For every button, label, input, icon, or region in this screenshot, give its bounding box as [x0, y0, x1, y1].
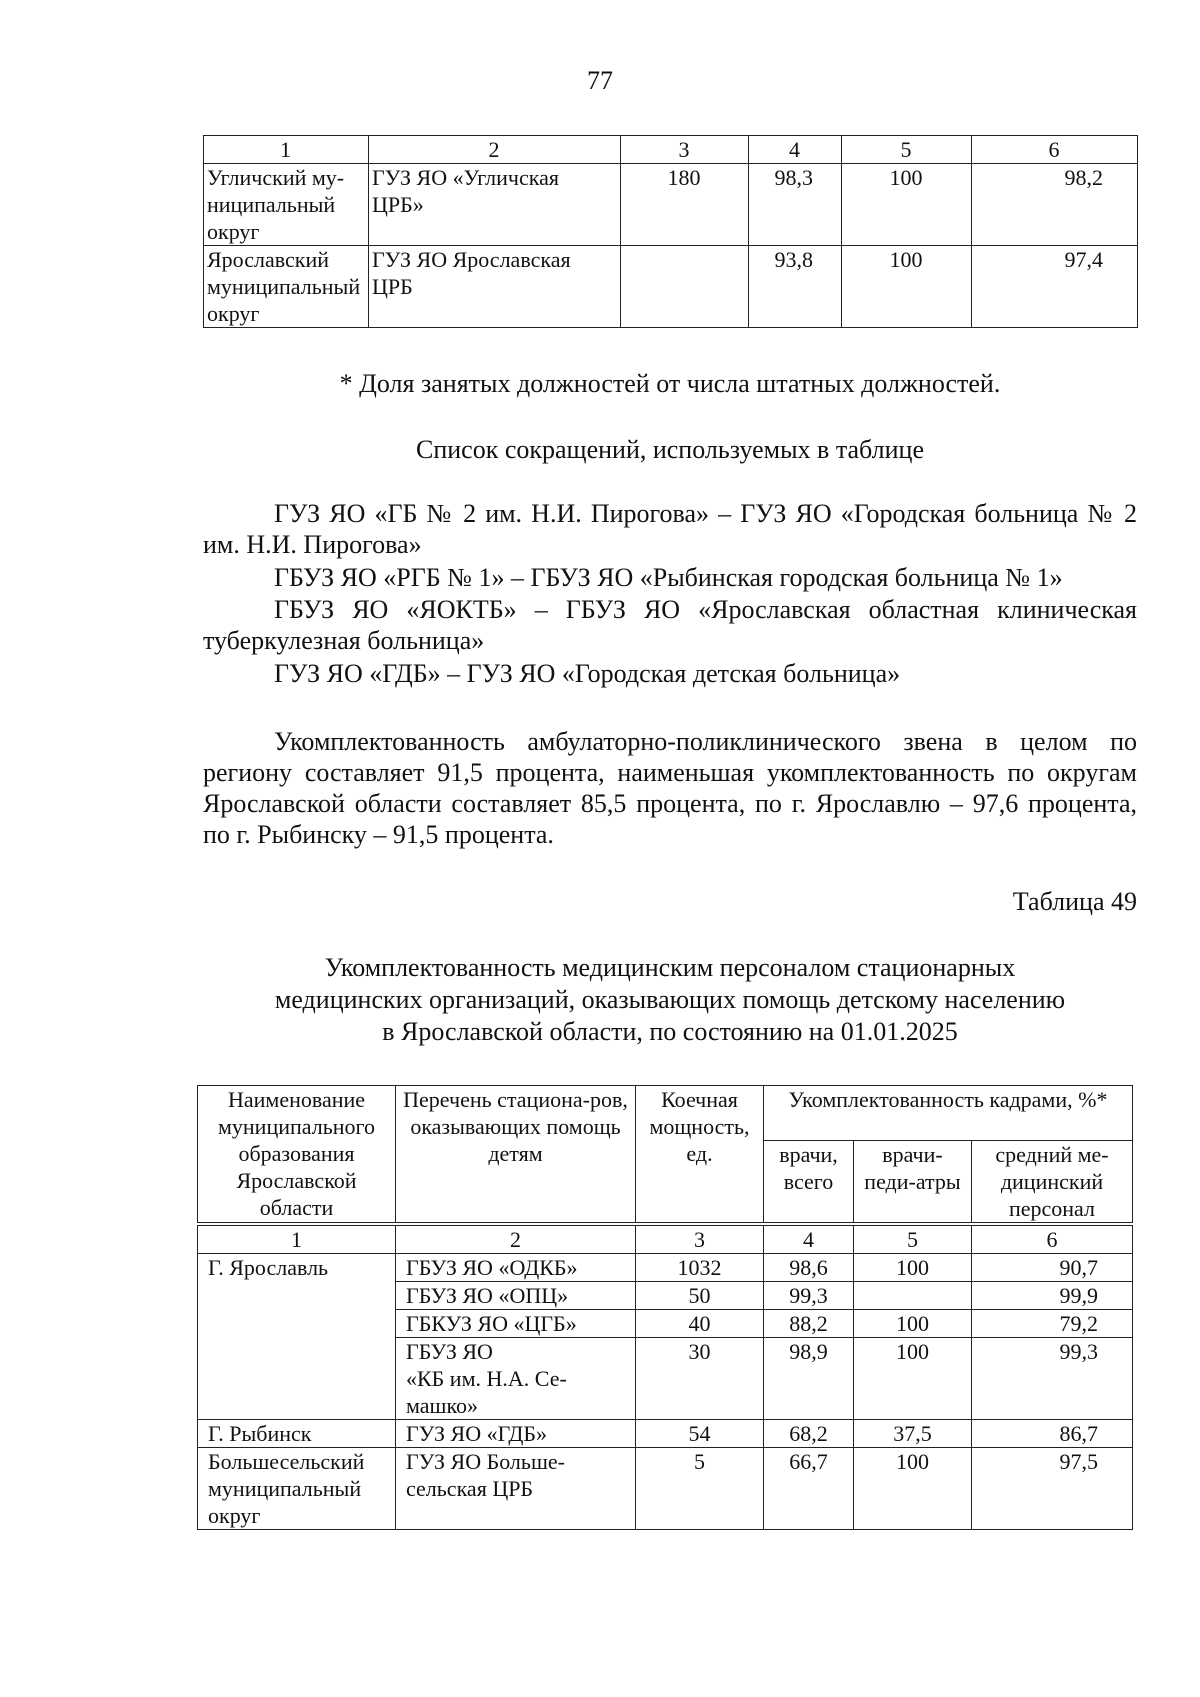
- municipality-cell: Г. Рыбинск: [198, 1420, 396, 1448]
- nurses-cell: 97,5: [972, 1448, 1133, 1530]
- doctors-cell: 98,6: [764, 1254, 854, 1282]
- region-cell: Ярославский муниципальный округ: [204, 246, 369, 328]
- table-title-line: Укомплектованность медицинским персоналом стационарных: [324, 953, 1016, 982]
- nurses-cell: 99,9: [972, 1282, 1133, 1310]
- doctors-cell: 88,2: [764, 1310, 854, 1338]
- beds-header: Коечная мощность, ед.: [636, 1086, 764, 1225]
- pediatricians-cell: 100: [854, 1448, 972, 1530]
- doctors-cell: 98,3: [749, 164, 842, 246]
- hospital-cell: ГУЗ ЯО Ярославская ЦРБ: [369, 246, 621, 328]
- nurses-cell: 79,2: [972, 1310, 1133, 1338]
- hospital-cell: ГБУЗ ЯО «ОДКБ»: [396, 1254, 636, 1282]
- abbreviation-item: ГБУЗ ЯО «ЯОКТБ» – ГБУЗ ЯО «Ярославская областная клиническая туберкулезная больница»: [203, 595, 1137, 655]
- table-row: [198, 1254, 1133, 1282]
- beds-cell: 50: [636, 1282, 764, 1310]
- pediatricians-cell: 37,5: [854, 1420, 972, 1448]
- pediatricians-cell: 100: [842, 246, 972, 328]
- col-number: 2: [396, 1224, 636, 1254]
- column-number-row: [198, 1224, 1133, 1254]
- hospital-cell: ГБУЗ ЯО «ОПЦ»: [396, 1282, 636, 1310]
- nurses-cell: 90,7: [972, 1254, 1133, 1282]
- doctors-cell: 93,8: [749, 246, 842, 328]
- table-row: [204, 246, 1138, 328]
- header-row: [198, 1086, 1133, 1141]
- nurses-cell: 97,4: [972, 246, 1138, 328]
- col-number: 6: [972, 136, 1138, 164]
- col-number: 3: [621, 136, 749, 164]
- staffing-paragraph: Укомплектованность амбулаторно-поликлинического звена в целом по региону составляет 91,5 процента, наименьшая укомплектованность по округам Ярославской области составляет 85,5 процента, по г. Ярославлю – 97,6 процента, по г. Рыбинску – 91,5 процента.: [203, 727, 1137, 849]
- col-number: 3: [636, 1224, 764, 1254]
- abbreviation-item: ГБУЗ ЯО «РГБ № 1» – ГБУЗ ЯО «Рыбинская городская больница № 1»: [274, 563, 1063, 592]
- pediatricians-cell: 100: [854, 1338, 972, 1420]
- nurses-header: средний ме-дицинский персонал: [972, 1141, 1133, 1225]
- doctors-cell: 66,7: [764, 1448, 854, 1530]
- municipality-cell: Г. Ярославль: [198, 1254, 396, 1420]
- beds-cell: 5: [636, 1448, 764, 1530]
- col-number: 2: [369, 136, 621, 164]
- col-number: 4: [749, 136, 842, 164]
- pediatricians-cell: 100: [842, 164, 972, 246]
- beds-cell: 30: [636, 1338, 764, 1420]
- pediatricians-cell: 100: [854, 1254, 972, 1282]
- municipality-cell: Большесельский муниципальный округ: [198, 1448, 396, 1530]
- table-title: [203, 952, 1137, 1048]
- nurses-cell: 98,2: [972, 164, 1138, 246]
- pediatricians-cell: [854, 1282, 972, 1310]
- table-row: [198, 1448, 1133, 1530]
- doctors-cell: 98,9: [764, 1338, 854, 1420]
- table-row: [198, 1420, 1133, 1448]
- hospital-cell: ГУЗ ЯО «Угличская ЦРБ»: [369, 164, 621, 246]
- table-title-line: медицинских организаций, оказывающих помощь детскому населению: [274, 985, 1066, 1014]
- col-number: 6: [972, 1224, 1133, 1254]
- region-cell: Угличский му- ниципальный округ: [204, 164, 369, 246]
- hospital-cell: ГУЗ ЯО Больше- сельская ЦРБ: [396, 1448, 636, 1530]
- abbreviation-item: ГУЗ ЯО «ГДБ» – ГУЗ ЯО «Городская детская больница»: [274, 659, 901, 688]
- table-row: [204, 164, 1138, 246]
- beds-cell: [621, 246, 749, 328]
- hospital-cell: ГБКУЗ ЯО «ЦГБ»: [396, 1310, 636, 1338]
- abbreviation-item: ГУЗ ЯО «ГБ № 2 им. Н.И. Пирогова» – ГУЗ ЯО «Городская больница № 2 им. Н.И. Пирогова»: [203, 499, 1137, 559]
- municipality-header: Наименование муниципального образования Ярославской области: [198, 1086, 396, 1225]
- col-number: 4: [764, 1224, 854, 1254]
- col-number: 5: [842, 136, 972, 164]
- doctors-cell: 68,2: [764, 1420, 854, 1448]
- beds-cell: 40: [636, 1310, 764, 1338]
- beds-cell: 180: [621, 164, 749, 246]
- beds-cell: 1032: [636, 1254, 764, 1282]
- nurses-cell: 99,3: [972, 1338, 1133, 1420]
- footnote: * Доля занятых должностей от числа штатных должностей.: [339, 369, 1001, 398]
- abbreviations-title: Список сокращений, используемых в таблице: [416, 435, 924, 464]
- beds-cell: 54: [636, 1420, 764, 1448]
- table-label: Таблица 49: [1012, 887, 1137, 916]
- doctors-cell: 99,3: [764, 1282, 854, 1310]
- nurses-cell: 86,7: [972, 1420, 1133, 1448]
- hospitals-header: Перечень стациона-ров, оказывающих помощь детям: [396, 1086, 636, 1225]
- pediatricians-cell: 100: [854, 1310, 972, 1338]
- continued-table: [203, 135, 1138, 328]
- col-number: 1: [204, 136, 369, 164]
- staffing-table: [197, 1085, 1133, 1530]
- pediatricians-header: врачи-педи-атры: [854, 1141, 972, 1225]
- hospital-cell: ГБУЗ ЯО «КБ им. Н.А. Се- машко»: [396, 1338, 636, 1420]
- hospital-cell: ГУЗ ЯО «ГДБ»: [396, 1420, 636, 1448]
- col-number: 1: [198, 1224, 396, 1254]
- column-number-row: [204, 136, 1138, 164]
- col-number: 5: [854, 1224, 972, 1254]
- table-title-line: в Ярославской области, по состоянию на 01.01.2025: [382, 1017, 958, 1046]
- doctors-header: врачи, всего: [764, 1141, 854, 1225]
- staffing-group-header: Укомплектованность кадрами, %*: [764, 1086, 1133, 1141]
- page-number: 77: [587, 66, 613, 95]
